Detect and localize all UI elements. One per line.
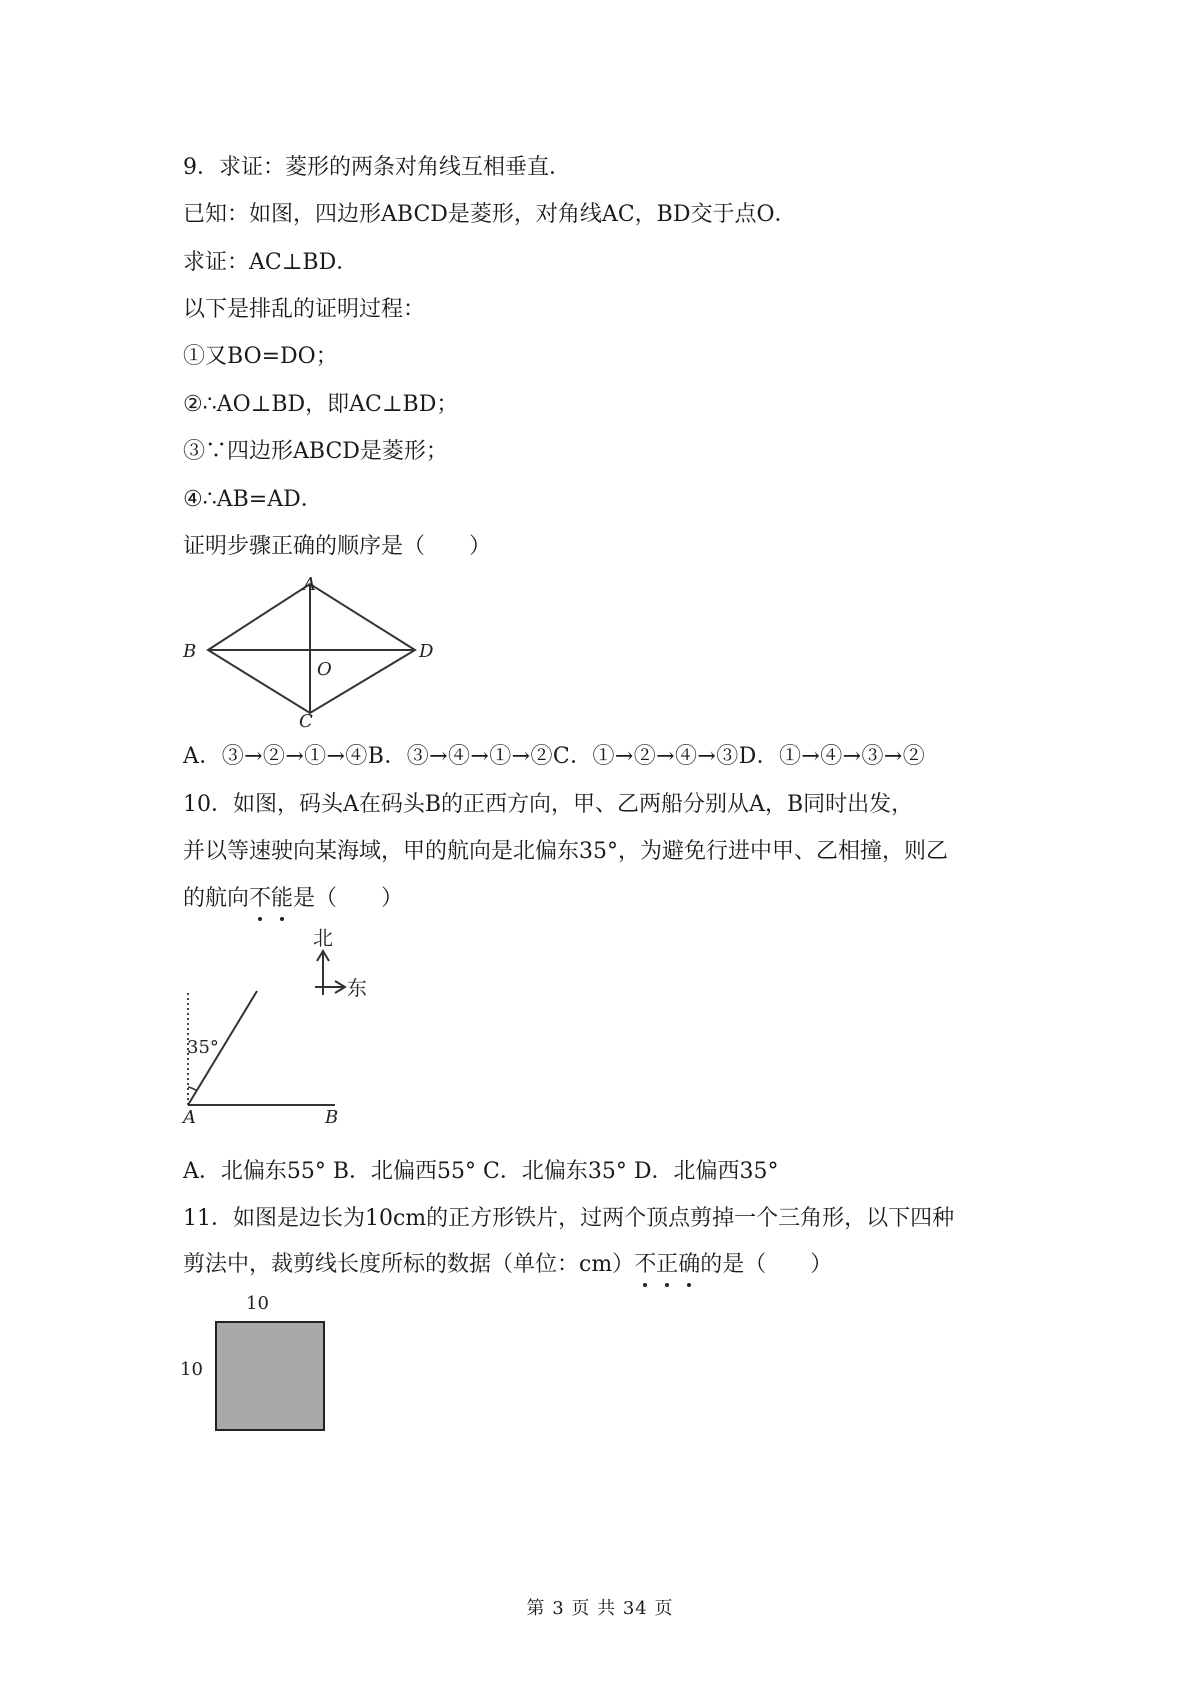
page-footer: 第 3 页 共 34 页 — [526, 1598, 674, 1619]
emphasis-dot — [643, 1283, 647, 1287]
q9-step-4: ④∴AB=AD． — [183, 487, 323, 512]
label-d: D — [419, 641, 434, 662]
emphasis-char: 正 — [656, 1252, 678, 1277]
q10-line-3 — [183, 884, 403, 914]
q10-line-2: 并以等速驶向某海域，甲的航向是北偏东35°，为避免行进中甲、乙相撞，则乙 — [183, 839, 948, 864]
angle-arc — [188, 1087, 197, 1091]
q10-line-3-pre: 的航向 — [183, 886, 250, 911]
emphasis-char: 确 — [678, 1252, 700, 1277]
emphasis-char: 能 — [271, 886, 293, 911]
navigation-figure — [175, 925, 385, 1130]
emphasis-dot — [258, 917, 262, 921]
q11-line-2-pre: 剪法中，裁剪线长度所标的数据（单位：cm） — [183, 1252, 635, 1277]
q10-line-3-post: 是（ ） — [293, 886, 404, 911]
q11-line-2-post: 的是（ ） — [700, 1252, 833, 1277]
angle-label: 35° — [187, 1037, 219, 1058]
square-figure — [178, 1290, 338, 1440]
label-a: A — [303, 575, 316, 595]
q10-options: A．北偏东55° B．北偏西55° C．北偏东35° D．北偏西35° — [183, 1159, 779, 1184]
q9-step-3: ③∵四边形ABCD是菱形； — [183, 439, 448, 464]
emphasis-char: 不 — [634, 1252, 656, 1277]
label-c: C — [299, 711, 313, 730]
q9-prove: 求证：AC⊥BD． — [183, 250, 359, 275]
north-label: 北 — [313, 926, 333, 950]
q9-given: 已知：如图，四边形ABCD是菱形，对角线AC，BD交于点O． — [183, 202, 797, 227]
label-b: B — [183, 641, 197, 662]
point-a-label: A — [183, 1107, 196, 1128]
label-o: O — [317, 659, 332, 680]
emphasis-char: 不 — [249, 886, 271, 911]
q9-question: 证明步骤正确的顺序是（ ） — [183, 534, 492, 559]
point-b-label: B — [325, 1107, 339, 1128]
q9-title: 9．求证：菱形的两条对角线互相垂直． — [183, 155, 571, 180]
emphasis-dot — [665, 1283, 669, 1287]
east-label: 东 — [347, 976, 367, 1000]
square-sheet — [216, 1322, 324, 1430]
q10-line-1: 10．如图，码头A在码头B的正西方向，甲、乙两船分别从A，B同时出发， — [183, 792, 914, 817]
emphasis-dot — [280, 917, 284, 921]
q9-step-2: ②∴AO⊥BD，即AC⊥BD； — [183, 392, 459, 417]
q9-intro: 以下是排乱的证明过程： — [183, 297, 426, 322]
side-label-top: 10 — [246, 1293, 269, 1314]
rhombus-shape — [208, 584, 415, 713]
q9-options: A．③→②→①→④B．③→④→①→②C．①→②→④→③D．①→④→③→② — [183, 744, 926, 769]
side-label-left: 10 — [180, 1359, 203, 1380]
q11-line-2 — [183, 1250, 832, 1280]
q9-step-1: ①又BO=DO； — [183, 344, 338, 369]
q11-line-1: 11．如图是边长为10cm的正方形铁片，过两个顶点剪掉一个三角形，以下四种 — [183, 1206, 955, 1231]
rhombus-figure — [175, 575, 445, 730]
emphasis-dot — [687, 1283, 691, 1287]
